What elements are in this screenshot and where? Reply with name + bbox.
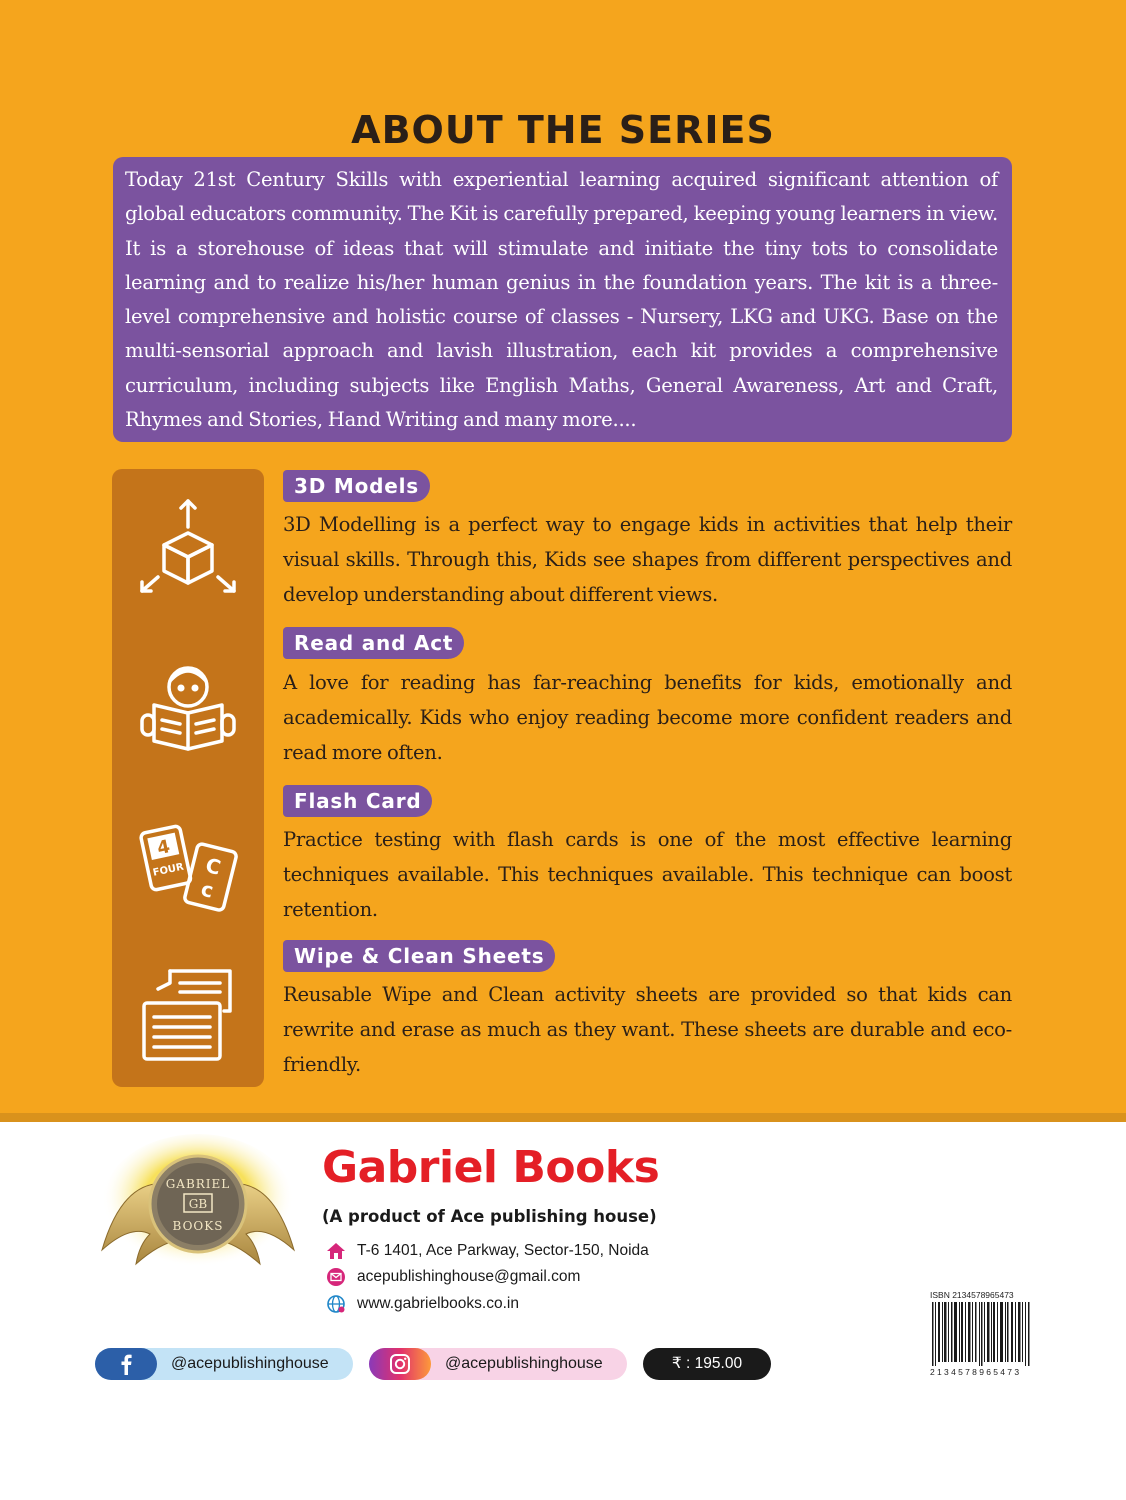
about-series-box: [113, 157, 1012, 442]
about-series-title: ABOUT THE SERIES: [351, 108, 775, 152]
facebook-link[interactable]: [95, 1348, 353, 1380]
flash-card-number: 4: [155, 836, 172, 860]
feature-text-flash-card: Practice testing with flash cards is one of the most effective learning techniques available. This techniques available. This technique can boost retention.: [283, 828, 1012, 921]
child-reading-icon: [128, 647, 248, 767]
feature-label-wipe-clean: Wipe & Clean Sheets: [283, 940, 555, 972]
email-text[interactable]: acepublishinghouse@gmail.com: [357, 1268, 581, 1285]
feature-text-3d-models: 3D Modelling is a perfect way to engage kids in activities that help their visual skills. Through this, Kids see shapes from different perspectives and develop understanding about different views.: [283, 513, 1012, 606]
isbn-barcode: [930, 1290, 1034, 1380]
flash-card-letter-lower: c: [198, 876, 216, 903]
section-divider: [0, 1113, 1126, 1122]
feature-label-read-and-act: Read and Act: [283, 627, 464, 659]
feature-label-3d-models: 3D Models: [283, 470, 430, 502]
contact-address: [326, 1240, 649, 1262]
instagram-link[interactable]: [369, 1348, 627, 1380]
logo-bottom-text: BOOKS: [172, 1219, 224, 1233]
email-icon: [326, 1267, 346, 1287]
globe-icon: [326, 1294, 346, 1314]
isbn-label: ISBN 2134578965473: [930, 1290, 1014, 1300]
address-text: T-6 1401, Ace Parkway, Sector-150, Noida: [357, 1242, 649, 1259]
gabriel-books-logo: [98, 1132, 298, 1292]
flash-card-word: FOUR: [152, 861, 185, 879]
website-text[interactable]: www.gabrielbooks.co.in: [357, 1295, 519, 1312]
feature-label-flash-card: Flash Card: [283, 785, 432, 817]
flash-cards-icon: [128, 807, 248, 927]
logo-monogram: GB: [188, 1197, 208, 1211]
barcode-digits: 2134578965473: [930, 1367, 1022, 1377]
flash-card-letter-upper: C: [203, 852, 224, 880]
publisher-name: Gabriel Books: [322, 1142, 660, 1193]
cube-arrows-icon: [128, 491, 248, 611]
sheets-icon: [128, 959, 248, 1079]
feature-icon-panel: [112, 469, 264, 1087]
barcode-image: [930, 1302, 1034, 1366]
contact-website[interactable]: [326, 1293, 519, 1315]
instagram-handle[interactable]: @acepublishinghouse: [445, 1355, 603, 1372]
publisher-tagline: (A product of Ace publishing house): [322, 1207, 657, 1226]
about-series-text: Today 21st Century Skills with experiential learning acquired significant attention of global educators community. The Kit is carefully prepared, keeping young learners in view. It is a storehouse of ideas that will stimulate and initiate the tiny tots to consolidate learning and to realize his/her human genius in the foundation years. The kit is a three-level comprehensive and holistic course of classes - Nursery, LKG and UKG. Base on the multi-sensorial approach and lavish illustration, each kit provides a comprehensive curriculum, including subjects like English Maths, General Awareness, Art and Craft, Rhymes and Stories, Hand Writing and many more....: [125, 168, 998, 432]
price-badge: ₹ : 195.00: [643, 1348, 771, 1380]
contact-email[interactable]: [326, 1266, 580, 1288]
facebook-handle[interactable]: @acepublishinghouse: [171, 1355, 329, 1372]
feature-text-wipe-clean: Reusable Wipe and Clean activity sheets are provided so that kids can rewrite and erase as much as they want. These sheets are durable and eco-friendly.: [283, 983, 1012, 1076]
feature-text-read-and-act: A love for reading has far-reaching benefits for kids, emotionally and academically. Kids who enjoy reading become more confident readers and read more often.: [283, 671, 1012, 764]
facebook-icon: [95, 1348, 157, 1380]
logo-top-text: GABRIEL: [165, 1177, 231, 1191]
home-icon: [326, 1241, 346, 1261]
instagram-icon: [369, 1348, 431, 1380]
